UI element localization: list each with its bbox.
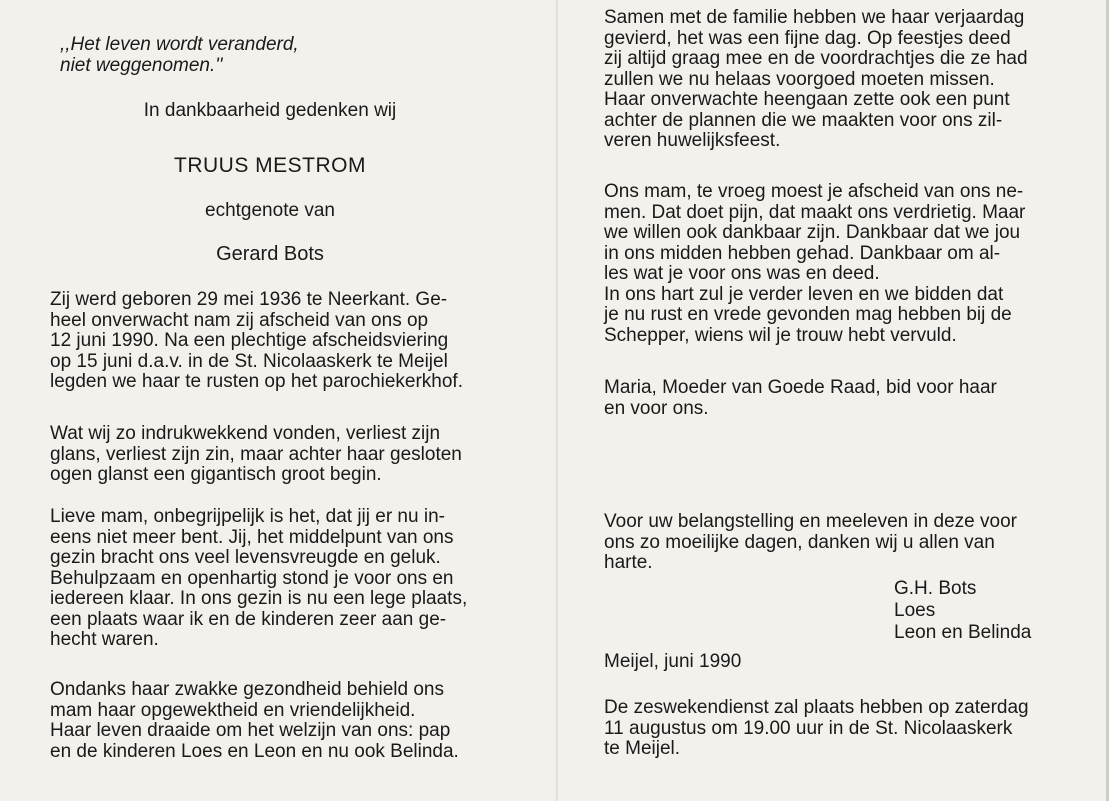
text-line: Samen met de familie hebben we haar verjaardag [604,7,1025,28]
text-line: 11 augustus om 19.00 uur in de St. Nicolaaskerk [604,717,1013,739]
text-line: je nu rust en vrede gevonden mag hebben bij de [604,304,1012,325]
text-line: Maria, Moeder van Goede Raad, bid voor haar [604,377,997,398]
text-line: Behulpzaam en openhartig stond je voor ons en [50,567,454,589]
text-line: we willen ook dankbaar zijn. Dankbaar dat we jou [604,222,1021,243]
text-line: Haar onverwachte heengaan zette ook een punt [604,89,1010,110]
text-line: In ons hart zul je verder leven en we bidden dat [604,283,1004,305]
text-line: op 15 juni d.a.v. in de St. Nicolaaskerk te Meijel [50,350,448,372]
text-line: De zeswekendienst zal plaats hebben op zaterdag [604,697,1029,718]
text-line: en de kinderen Loes en Leon en nu ook Belinda. [50,740,459,762]
quote-line: ,,Het leven wordt veranderd, [60,34,299,55]
text-line: ons zo moeilijke dagen, danken wij u allen van [604,531,995,553]
text-line: eens niet meer bent. Jij, het middelpunt van ons [50,526,454,548]
text-line: Ons mam, te vroeg moest je afscheid van ons ne- [604,181,1024,202]
text-line: gevierd, het was een fijne dag. Op feestjes deed [604,27,1011,49]
text-line: heel onverwacht nam zij afscheid van ons op [50,309,429,331]
text-line: een plaats waar ik en de kinderen zeer aan ge- [50,608,447,630]
text-line: Zij werd geboren 29 mei 1936 te Neerkant. Ge- [50,289,448,310]
text-line: gezin bracht ons veel levensvreugde en geluk. [50,547,441,568]
place-date: Meijel, juni 1990 [604,651,742,672]
text-line: hecht waren. [50,629,159,650]
text-line: en voor ons. [604,397,709,419]
reflection-paragraph [50,424,496,486]
opening-quote [60,34,299,76]
text-line: Schepper, wiens wil je trouw hebt vervuld. [604,324,957,346]
text-line: te Meijel. [604,738,681,759]
spouse-label: echtgenote van [205,200,335,221]
prayer-paragraph [604,378,1056,419]
signature-name: Leon en Belinda [894,622,1032,643]
health-paragraph [50,680,496,762]
text-line: iedereen klaar. In ons gezin is nu een lege plaats, [50,588,468,609]
intro-text: In dankbaarheid gedenken wij [143,100,397,121]
text-line: men. Dat doet pijn, dat maakt ons verdrietig. Maar [604,201,1026,223]
text-line: in ons midden hebben gehad. Dankbaar om al- [604,242,1001,264]
card-fold [556,0,558,801]
birth-paragraph [50,290,496,393]
text-line: Wat wij zo indrukwekkend vonden, verliest zijn [50,423,441,444]
farewell-paragraph [604,182,1056,346]
signatures [894,578,1031,644]
text-line: ogen glanst een gigantisch groot begin. [50,464,382,485]
text-line: veren huwelijksfeest. [604,130,781,151]
text-line: Ondanks haar zwakke gezondheid behield ons [50,679,444,700]
thanks-paragraph [604,512,1056,574]
signature-name: G.H. Bots [894,578,977,599]
text-line: Voor uw belangstelling en meeleven in deze voor [604,511,1017,532]
text-line: legden we haar te rusten op het parochiekerkhof. [50,371,463,392]
text-line: 12 juni 1990. Na een plechtige afscheidsviering [50,330,449,351]
service-paragraph [604,698,1056,760]
text-line: mam haar opgewektheid en vriendelijkheid. [50,699,416,721]
birthday-paragraph [604,8,1056,152]
text-line: glans, verliest zijn zin, maar achter haar gesloten [50,443,462,465]
deceased-name: TRUUS MESTROM [174,154,366,177]
tribute-paragraph [50,507,496,651]
quote-line: niet weggenomen.'' [60,55,223,76]
text-line: harte. [604,552,653,573]
text-line: Haar leven draaide om het welzijn van ons: pap [50,720,451,741]
text-line: les wat je voor ons was en deed. [604,263,880,284]
spouse-name: Gerard Bots [216,243,324,265]
signature-name: Loes [894,600,936,621]
text-line: achter de plannen die we maakten voor ons zil- [604,109,1003,131]
text-line: zullen we nu helaas voorgoed moeten missen. [604,68,995,90]
text-line: Lieve mam, onbegrijpelijk is het, dat jij er nu in- [50,506,445,527]
text-line: zij altijd graag mee en de voordrachtjes die ze had [604,48,1028,69]
